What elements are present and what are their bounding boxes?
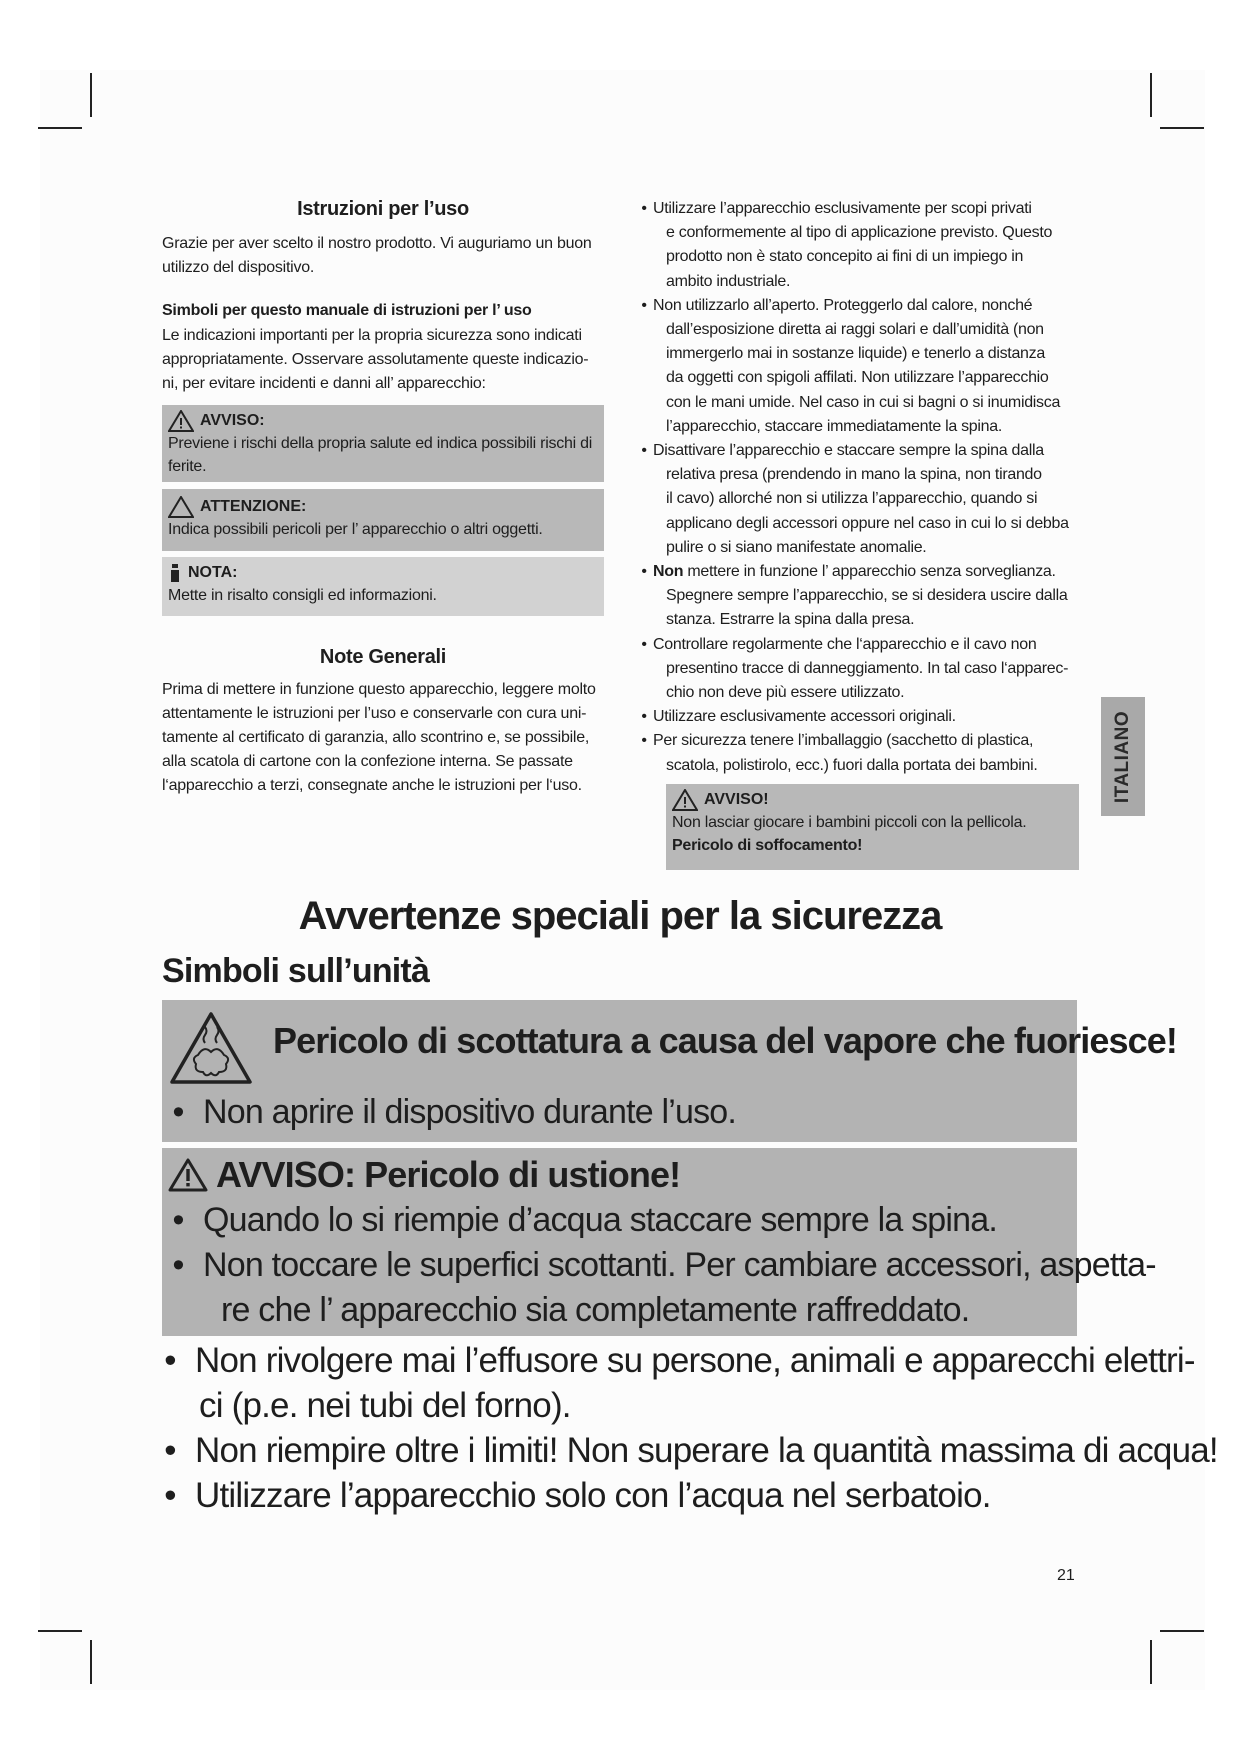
notice-title: AVVISO! [704,790,769,808]
warning-triangle-icon [168,1158,208,1192]
steam-warning-heading: Pericolo di scottatura a causa del vapore che fuoriesce! [273,1020,1177,1061]
notice-bold-text: Pericolo di soffocamento! [672,836,863,854]
language-tab [1101,697,1145,816]
list-item: • Utilizzare l’apparecchio solo con l’acqua nel serbatoio. [164,1476,991,1515]
list-item: • Utilizzare l’apparecchio esclusivamente per scopi privati e conformemente al tipo di applicazione previsto. Questo prodotto non è stato concepito ai fini di un impiego in ambito industriale. [641,200,1053,290]
page-number: 21 [1057,1567,1075,1584]
warning-triangle-icon [168,410,194,432]
list-item: • Disattivare l’apparecchio e staccare sempre la spina dalla relativa presa (prendendo in mano la spina, non tirando il cavo) allorché non si utilizza l’apparecchio, quando si applicano degli accessori oppure nel caso in cui lo si debba pulire o si siano manifestate anomalie. [641,442,1069,556]
crop-mark [1150,1640,1152,1684]
list-item: • Non aprire il dispositivo durante l’uso. [172,1093,737,1131]
general-notes-title: Note Generali [319,646,447,668]
left-column [162,198,604,798]
notice-text: Indica possibili pericoli per l’ apparecchio o altri oggetti. [168,521,543,538]
crop-mark [1160,1630,1204,1632]
notice-avviso [162,405,604,482]
symbols-heading: Simboli per questo manuale di istruzioni per l’ uso [162,302,532,319]
notice-text: Mette in risalto consigli ed informazioni. [168,587,437,604]
crop-mark [1150,73,1152,117]
crop-mark [90,73,92,117]
list-item: • Non riempire oltre i limiti! Non superare la quantità massima di acqua! [164,1431,1218,1470]
instructions-title: Istruzioni per l’uso [297,198,469,220]
list-item: • Non rivolgere mai l’effusore su persone, animali e apparecchi elettri- ci (p.e. nei tubi del forno). [164,1341,1195,1425]
hot-steam-warning-icon [168,1010,254,1086]
usage-bullet-list [637,197,1085,778]
list-item: • Non mettere in funzione l’ apparecchio senza sorveglianza. Spegnere sempre l’apparecchio, se si desidera uscire dalla stanza. Estrarre la spina dalla presa. [641,563,1068,629]
list-item: • Utilizzare esclusivamente accessori originali. [641,708,956,726]
symbols-subtitle: Simboli sull’unità [162,952,430,990]
list-item: • Per sicurezza tenere l’imballaggio (sacchetto di plastica, scatola, polistirolo, ecc.) fuori dalla portata dei bambini. [641,732,1038,774]
language-tab-label: ITALIANO [1112,710,1133,804]
list-item: • Non utilizzarlo all’aperto. Proteggerlo dal calore, nonché dall’esposizione diretta ai raggi solari e dall’umidità (non immergerlo mai in sostanze liquide) e tenerlo a distanza da oggetti con spigoli affilati. Non utilizzare l’apparecchio con le mani umide. Nel caso in cui si bagni o si inumidisca l’apparecchio, staccare immediatamente la spina. [641,296,1061,435]
general-notes-text: Prima di mettere in funzione questo apparecchio, leggere molto attentamente le istruzioni per l’uso e conservarle con cura uni-tamente al certificato di garanzia, allo scontrino e, se possibile, alla scatola di cartone con la confezione interna. Se passate l‘apparecchio a terzi, consegnate anche le istruzioni per l‘uso. [162,681,596,794]
steam-warning-box [162,1000,1177,1142]
notice-text: Non lasciar giocare i bambini piccoli con la pellicola. [672,813,1027,831]
info-icon [168,562,182,584]
crop-mark [38,127,82,129]
safety-bullet-list [160,1338,1218,1518]
notice-title: AVVISO: [200,412,265,429]
notice-title: NOTA: [188,564,238,581]
crop-mark [38,1630,82,1632]
notice-avviso-packaging [666,784,1079,870]
warning-triangle-icon [672,789,698,811]
safety-title: Avvertenze speciali per la sicurezza [298,894,942,938]
symbols-text: Le indicazioni importanti per la propria sicurezza sono indicati appropriatamente. Osservare assolutamente queste indicazio-ni, per evitare incidenti e danni all’ apparecchio: [162,327,589,392]
notice-text: Previene i rischi della propria salute ed indica possibili rischi di ferite. [168,435,593,475]
notice-attenzione [162,489,604,551]
right-column [637,197,1085,870]
list-item: • Controllare regolarmente che l‘apparecchio e il cavo non presentino tracce di danneggiamento. In tal caso l‘apparec- chio non deve più essere utilizzato. [641,635,1069,702]
crop-mark [90,1640,92,1684]
burn-warning-box [162,1148,1156,1336]
list-item: • Non toccare le superfici scottanti. Per cambiare accessori, aspetta- re che l’ apparecchio sia completamente raffreddato. [172,1246,1156,1329]
notice-nota [162,557,604,616]
crop-mark [1160,127,1204,129]
caution-triangle-icon [168,496,194,518]
list-item: • Quando lo si riempie d’acqua staccare sempre la spina. [172,1201,998,1239]
notice-title: ATTENZIONE: [200,498,307,515]
intro-text: Grazie per aver scelto il nostro prodotto. Vi auguriamo un buon utilizzo del dispositivo. [162,235,592,276]
burn-warning-heading: AVVISO: Pericolo di ustione! [216,1154,681,1195]
